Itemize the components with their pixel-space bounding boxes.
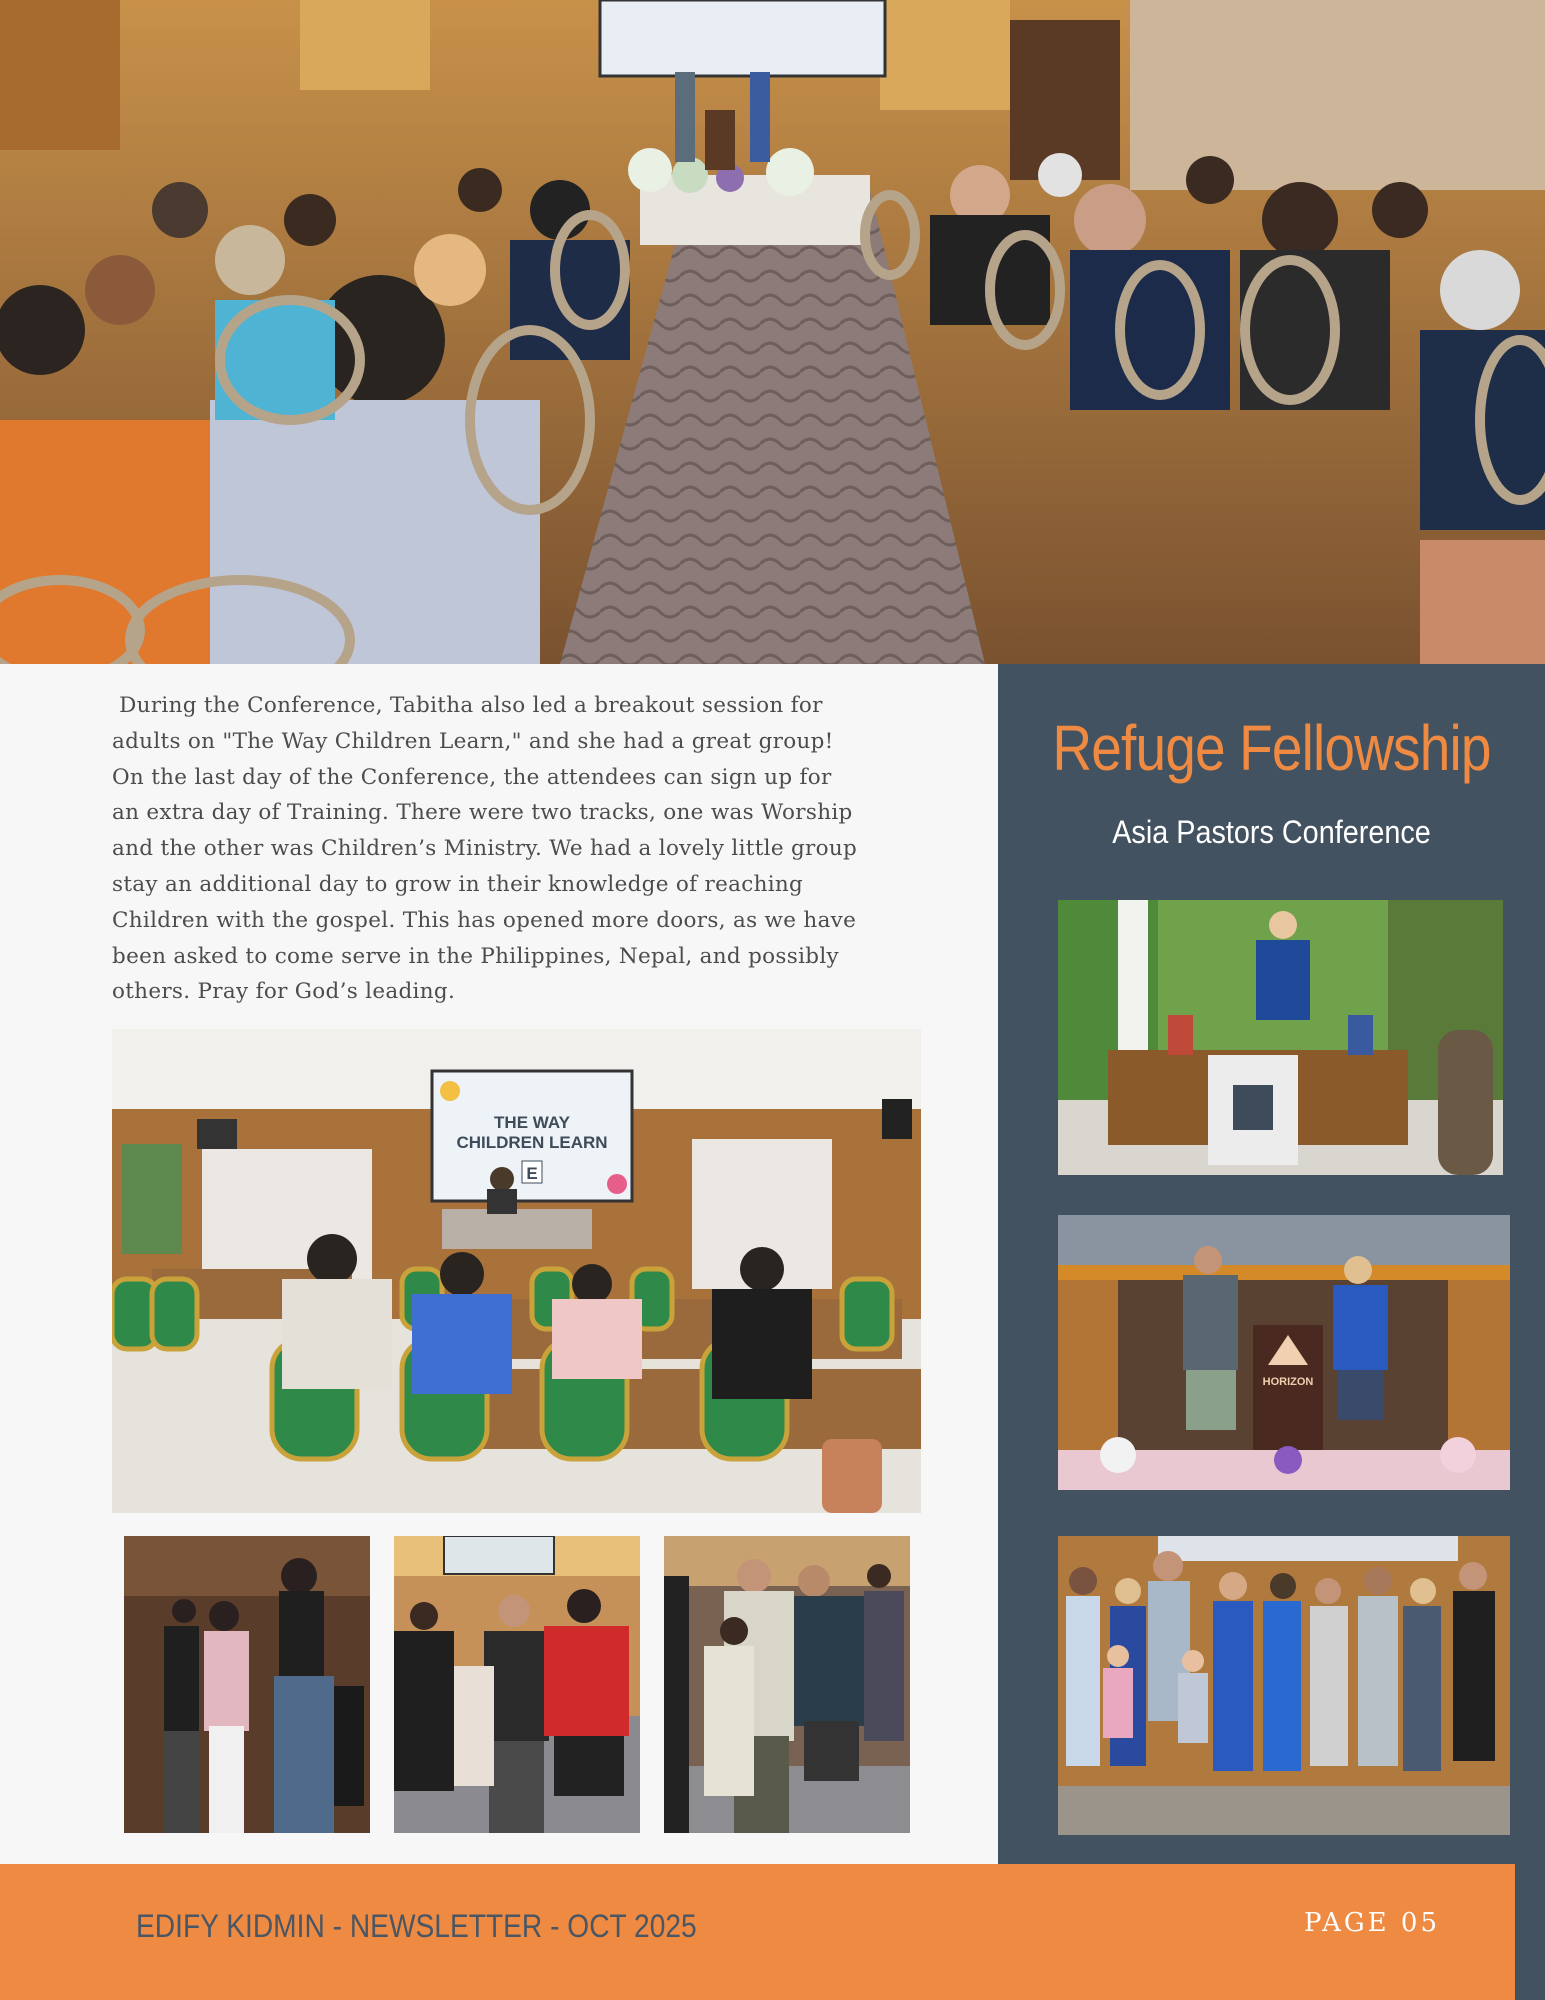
sidebar-title: Refuge Fellowship	[1052, 712, 1491, 784]
hero-photo-conference-hall	[0, 0, 1545, 664]
presenters-photo	[1058, 1215, 1510, 1490]
prayer-photo-2	[664, 1536, 910, 1833]
article-body: During the Conference, Tabitha also led a breakout session for adults on "The Way Children Learn," and she had a great group! On the last day of the Conference, the attendees can sign up for an extra day of Training. There were two tracks, one was Worship and the other was Children’s Ministry. We had a lovely little group stay an additional day to grow in their knowledge of reaching Children with the gospel. This has opened more doors, as we have been asked to come serve in the Philippines, Nepal, and possibly others. Pray for God’s leading.	[112, 693, 858, 1005]
podium-sign-text: HORIZON	[1262, 1376, 1314, 1388]
footer-newsletter-label: EDIFY KIDMIN - NEWSLETTER - OCT 2025	[136, 1908, 697, 1944]
screen-text-line2: CHILDREN LEARN	[456, 1133, 608, 1152]
classroom-photo	[112, 1029, 921, 1513]
sidebar-panel	[998, 664, 1545, 2000]
sidebar-subtitle: Asia Pastors Conference	[1112, 814, 1431, 850]
screen-text-line1: THE WAY	[494, 1113, 570, 1132]
screen-logo-letter: E	[526, 1164, 538, 1183]
resource-table-photo	[1058, 900, 1503, 1175]
footer-page-number: PAGE 05	[1304, 1908, 1440, 1938]
worship-team-photo	[124, 1536, 370, 1833]
footer-bar	[0, 1864, 1515, 2000]
group-photo	[1058, 1536, 1510, 1835]
prayer-photo-1	[394, 1536, 640, 1833]
